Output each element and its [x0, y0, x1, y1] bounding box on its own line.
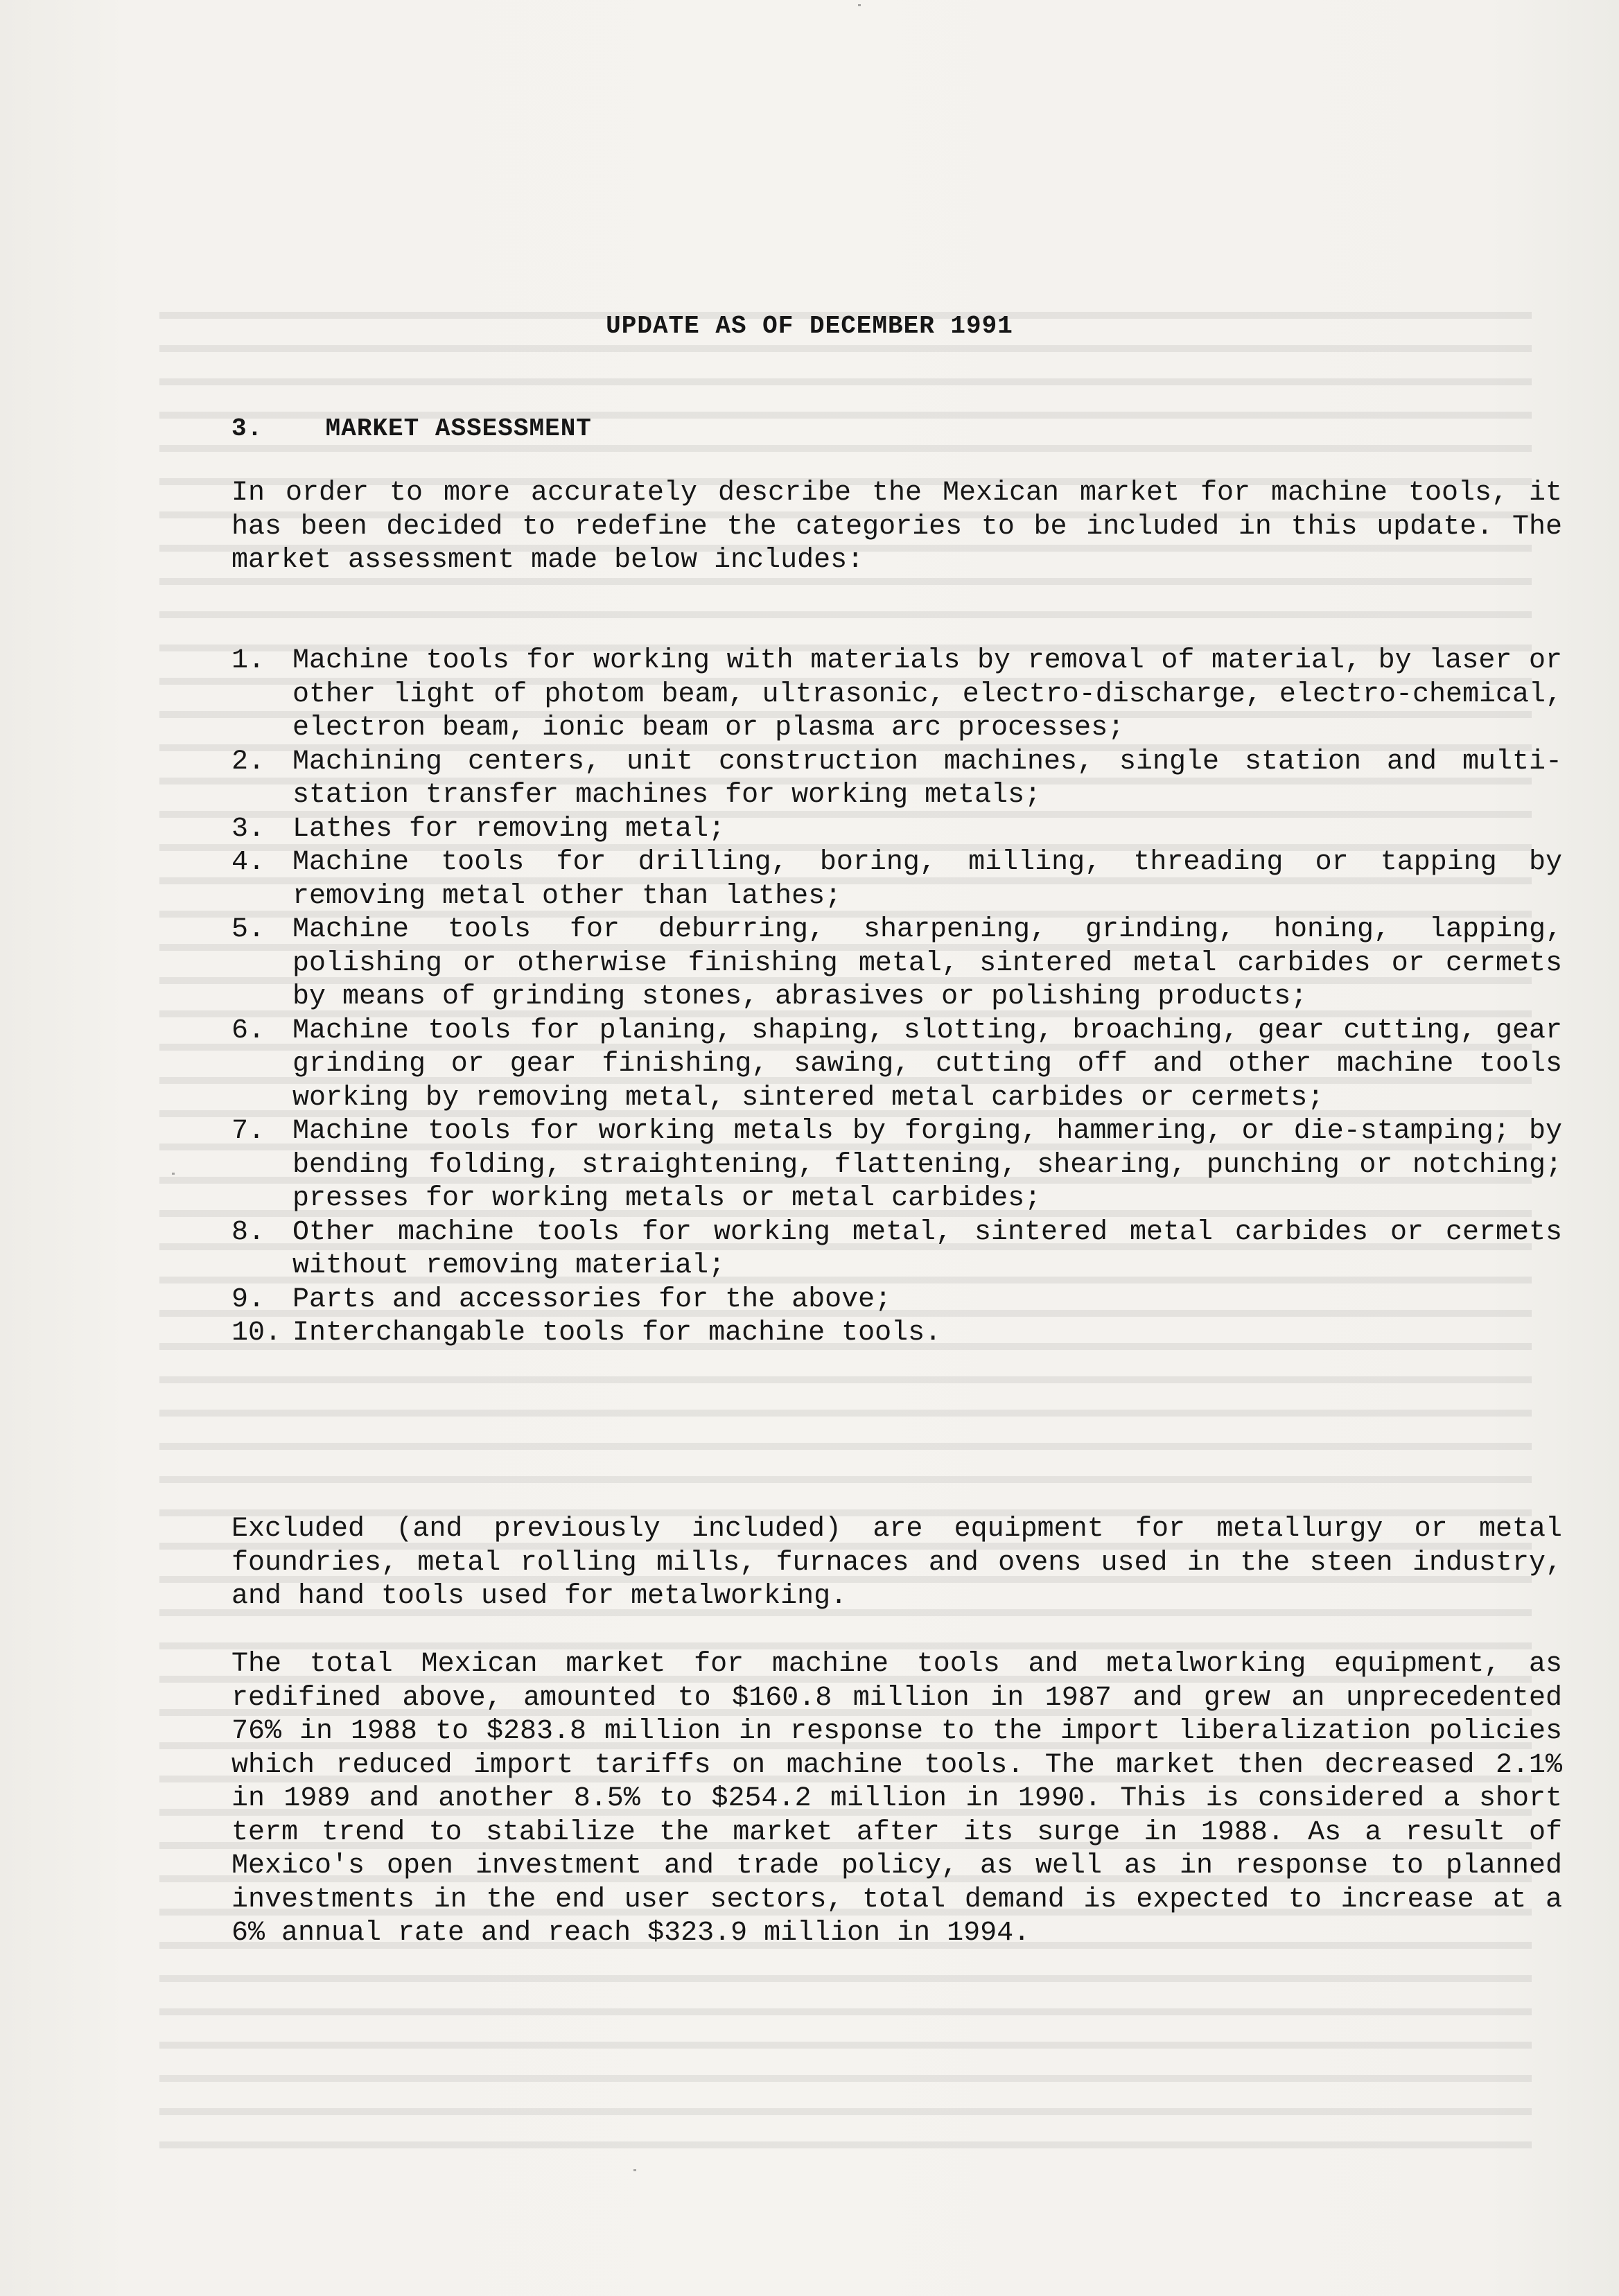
- list-item-number: 8.: [231, 1216, 265, 1248]
- list-item-number: 1.: [231, 645, 265, 676]
- paper-speck: [633, 2169, 636, 2171]
- list-item-text: Machining centers, unit construction machines, single station and multi-station transfer machines for working metals;: [292, 746, 1562, 811]
- list-item-number: 9.: [231, 1283, 265, 1315]
- list-item: [231, 846, 1562, 913]
- intro-paragraph: In order to more accurately describe the Mexican market for machine tools, it has been decided to redefine the categories to be included in this update. The market assessment made below includes:: [231, 477, 1562, 576]
- list-item: [231, 1015, 1562, 1116]
- list-item-text: Machine tools for drilling, boring, milling, threading or tapping by removing metal other than lathes;: [292, 847, 1562, 912]
- list-item-number: 5.: [231, 914, 265, 945]
- list-item: [231, 1317, 1562, 1351]
- section-number: 3.: [231, 414, 263, 443]
- list-item-number: 7.: [231, 1116, 265, 1147]
- market-paragraph: The total Mexican market for machine tools and metalworking equipment, as redifined above, amounted to $160.8 million in 1987 and grew an unprecedented 76% in 1988 to $283.8 million in response to the import liberalization policies which reduced import tariffs on machine tools. The market then decreased 2.1% in 1989 and another 8.5% to $254.2 million in 1990. This is considered a short term trend to stabilize the market after its surge in 1988. As a result of Mexico's open investment and trade policy, as well as in response to planned investments in the end user sectors, total demand is expected to increase at a 6% annual rate and reach $323.9 million in 1994.: [231, 1649, 1562, 1949]
- list-item-text: Other machine tools for working metal, sintered metal carbides or cermets without removing material;: [292, 1216, 1562, 1281]
- list-item-text: Parts and accessories for the above;: [292, 1283, 892, 1315]
- list-item: [231, 1216, 1562, 1283]
- list-item: [231, 1283, 1562, 1317]
- excluded-paragraph: Excluded (and previously included) are equipment for metallurgy or metal foundries, metal rolling mills, furnaces and ovens used in the steen industry, and hand tools used for metalworking.: [231, 1514, 1562, 1612]
- list-item: [231, 645, 1562, 746]
- list-item: [231, 813, 1562, 847]
- list-item-text: Interchangable tools for machine tools.: [292, 1317, 942, 1349]
- paper-speck: [858, 4, 861, 6]
- list-item-text: Lathes for removing metal;: [292, 813, 726, 845]
- category-list: [231, 645, 1562, 1351]
- list-item-text: Machine tools for deburring, sharpening, grinding, honing, lapping, polishing or otherwise finishing metal, sintered metal carbides or cermets by means of grinding stones, abrasives or polishing products;: [292, 914, 1562, 1013]
- list-item-number: 10.: [231, 1317, 282, 1349]
- page-title: UPDATE AS OF DECEMBER 1991: [606, 312, 1013, 340]
- section-title: MARKET ASSESSMENT: [325, 414, 592, 443]
- list-item-text: Machine tools for planing, shaping, slotting, broaching, gear cutting, gear grinding or gear finishing, sawing, cutting off and other machine tools working by removing metal, sintered metal carbides or cermets;: [292, 1015, 1562, 1114]
- paper-speck: [172, 1173, 175, 1175]
- list-item: [231, 746, 1562, 813]
- list-item-number: 3.: [231, 813, 265, 845]
- list-item: [231, 1115, 1562, 1216]
- list-item-number: 6.: [231, 1015, 265, 1046]
- list-item-text: Machine tools for working metals by forging, hammering, or die-stamping; by bending folding, straightening, flattening, shearing, punching or notching; presses for working metals or metal carbides;: [292, 1116, 1562, 1214]
- list-item-number: 4.: [231, 847, 265, 878]
- list-item: [231, 913, 1562, 1015]
- section-heading: [231, 414, 592, 443]
- list-item-number: 2.: [231, 746, 265, 778]
- list-item-text: Machine tools for working with materials by removal of material, by laser or other light of photom beam, ultrasonic, electro-discharge, electro-chemical, electron beam, ionic beam or plasma arc processes;: [292, 645, 1562, 744]
